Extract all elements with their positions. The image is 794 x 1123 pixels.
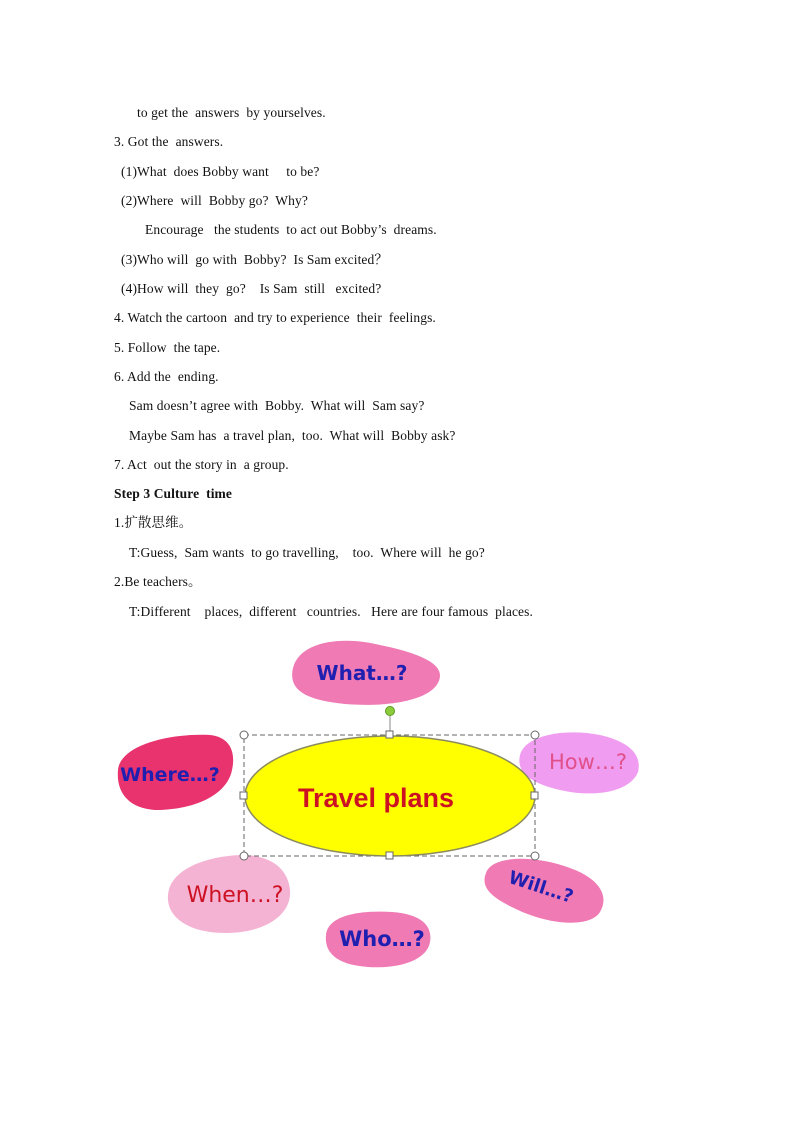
resize-handle (240, 731, 248, 739)
text-line-11: Sam doesn’t agree with Bobby. What will Sam say? (129, 398, 425, 413)
center-shape (240, 707, 539, 861)
text-line-8: 4. Watch the cartoon and try to experience their feelings. (114, 310, 436, 325)
rotate-handle (386, 707, 395, 716)
petal-will-label: Will…? (505, 867, 576, 908)
resize-handle (386, 852, 393, 859)
petal-what-label: What…? (316, 661, 408, 685)
petal-what (292, 641, 440, 705)
petal-where (118, 735, 233, 810)
petal-who (326, 912, 431, 968)
resize-handle (531, 792, 538, 799)
text-line-18: T:Different places, different countries. Here are four famous places. (129, 604, 533, 619)
petal-how (519, 732, 638, 793)
text-line-4: (2)Where will Bobby go? Why? (121, 193, 308, 208)
text-line-12: Maybe Sam has a travel plan, too. What will Bobby ask? (129, 428, 456, 443)
text-line-5: Encourage the students to act out Bobby’s dreams. (145, 222, 437, 237)
petal-how-label: How…? (549, 750, 627, 774)
text-line-7: (4)How will they go? Is Sam still excited? (121, 281, 382, 296)
section-heading: Step 3 Culture time (114, 486, 232, 501)
text-line-15: 1.扩散思维。 (114, 515, 193, 530)
text-line-13: 7. Act out the story in a group. (114, 457, 289, 472)
petal-will (484, 859, 603, 923)
resize-handle (240, 852, 248, 860)
resize-handle (240, 792, 247, 799)
text-line-1: to get the answers by yourselves. (137, 105, 326, 120)
petal-where-label: Where…? (120, 764, 220, 786)
resize-handle (531, 852, 539, 860)
center-label: Travel plans (297, 783, 455, 813)
text-line-16: T:Guess, Sam wants to go travelling, too. Where will he go? (129, 545, 485, 560)
petal-when-label: When…? (186, 883, 284, 908)
resize-handle (386, 731, 393, 738)
petal-who-label: Who…? (339, 927, 425, 951)
text-line-9: 5. Follow the tape. (114, 340, 221, 355)
resize-handle (531, 731, 539, 739)
text-line-2: 3. Got the answers. (114, 134, 224, 149)
text-line-10: 6. Add the ending. (114, 369, 219, 384)
travel-plans-diagram (0, 630, 794, 990)
text-line-17: 2.Be teachers。 (114, 574, 202, 589)
text-line-6: (3)Who will go with Bobby? Is Sam excited？ (121, 252, 388, 267)
petal-when (168, 855, 290, 933)
text-line-3: (1)What does Bobby want to be? (121, 164, 320, 179)
